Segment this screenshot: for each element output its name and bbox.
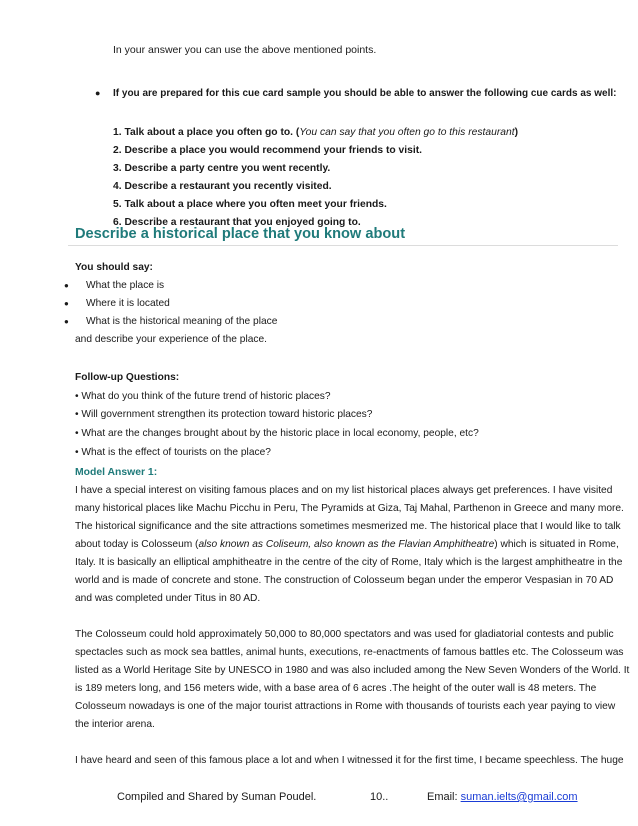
heading-divider <box>68 245 618 246</box>
paragraph-line: I have a special interest on visiting famous places and on my list historical places always get preferences. I have visited <box>75 485 613 496</box>
paragraph-line: about today is Colosseum (also known as Coliseum, also known as the Flavian Amphitheatre) which is situated in Rome, <box>75 539 619 550</box>
say-point: What the place is <box>86 280 165 291</box>
you-should-say-label: You should say: <box>75 262 153 273</box>
cue-card-item: 6. Describe a restaurant that you enjoyed going to. <box>113 217 361 228</box>
paragraph-line: many historical places like Machu Picchu in Peru, The Pyramids at Giza, Taj Mahal, Parthenon in Greece and many more. <box>75 503 624 514</box>
cue-card-item: 1. Talk about a place you often go to. (You can say that you often go to this restaurant) <box>113 127 518 138</box>
paragraph-line: spectacles such as mock sea battles, animal hunts, executions, re-enactments of famous battles etc. The Colosseum was <box>75 647 624 658</box>
bullet-icon: ● <box>64 299 69 308</box>
email-link[interactable]: suman.ielts@gmail.com <box>460 791 578 803</box>
model-answer-title: Model Answer 1: <box>75 467 158 478</box>
cue-card-item: 2. Describe a place you would recommend your friends to visit. <box>113 145 422 156</box>
paragraph-line: the interior arena. <box>75 719 155 730</box>
cue-card-item: 4. Describe a restaurant you recently visited. <box>113 181 332 192</box>
paragraph-line: Colosseum nowadays is one of the major tourist attractions in Rome with thousands of tourists each year paying to view <box>75 701 616 712</box>
paragraph-line: world and is made of concrete and stone. The construction of Colosseum began under the emperor Vespasian in 70 AD <box>75 575 614 586</box>
intro-line: In your answer you can use the above mentioned points. <box>113 44 377 56</box>
followup-question: • What are the changes brought about by the historic place in local economy, people, etc? <box>75 428 479 439</box>
describe-line: and describe your experience of the place. <box>75 334 267 345</box>
footer-credit: Compiled and Shared by Suman Poudel. <box>117 791 317 803</box>
paragraph-line: Italy. It is basically an elliptical amphitheatre in the centre of the city of Rome, Italy which is the largest amphitheatre in the <box>75 557 623 568</box>
followup-question: • What do you think of the future trend of historic places? <box>75 391 331 402</box>
cue-card-item: 5. Talk about a place where you often meet your friends. <box>113 199 387 210</box>
paragraph-line: is 189 meters long, and 156 meters wide, with a base area of 6 acres .The height of the outer wall is 48 meters. The <box>75 683 597 694</box>
say-point: Where it is located <box>86 298 170 309</box>
section-heading: Describe a historical place that you know about <box>75 226 406 242</box>
followup-title: Follow-up Questions: <box>75 372 180 383</box>
cue-card-note: If you are prepared for this cue card sample you should be able to answer the following cue cards as well: <box>113 88 617 99</box>
paragraph-line: and was completed under Titus in 80 AD. <box>75 593 261 604</box>
bullet-icon: ● <box>95 88 101 98</box>
paragraph-line: The historical significance and the site attractions sometimes mesmerized me. The historical place that I would like to talk <box>75 521 621 532</box>
followup-question: • What is the effect of tourists on the place? <box>75 447 271 458</box>
paragraph-line: The Colosseum could hold approximately 50,000 to 80,000 spectators and was used for gladiatorial contests and public <box>75 629 614 640</box>
paragraph-line: I have heard and seen of this famous place a lot and when I witnessed it for the first time, I became speechless. The huge <box>75 755 624 766</box>
footer-email: Email: suman.ielts@gmail.com <box>427 791 578 803</box>
bullet-icon: ● <box>64 281 69 290</box>
paragraph-line: listed as a World Heritage Site by UNESCO in 1980 and was also included among the New Seven Wonders of the World. It <box>75 665 630 676</box>
bullet-icon: ● <box>64 317 69 326</box>
say-point: What is the historical meaning of the place <box>86 316 278 327</box>
cue-card-item: 3. Describe a party centre you went recently. <box>113 163 331 174</box>
followup-question: • Will government strengthen its protection toward historic places? <box>75 409 373 420</box>
page-number: 10.. <box>370 791 389 803</box>
